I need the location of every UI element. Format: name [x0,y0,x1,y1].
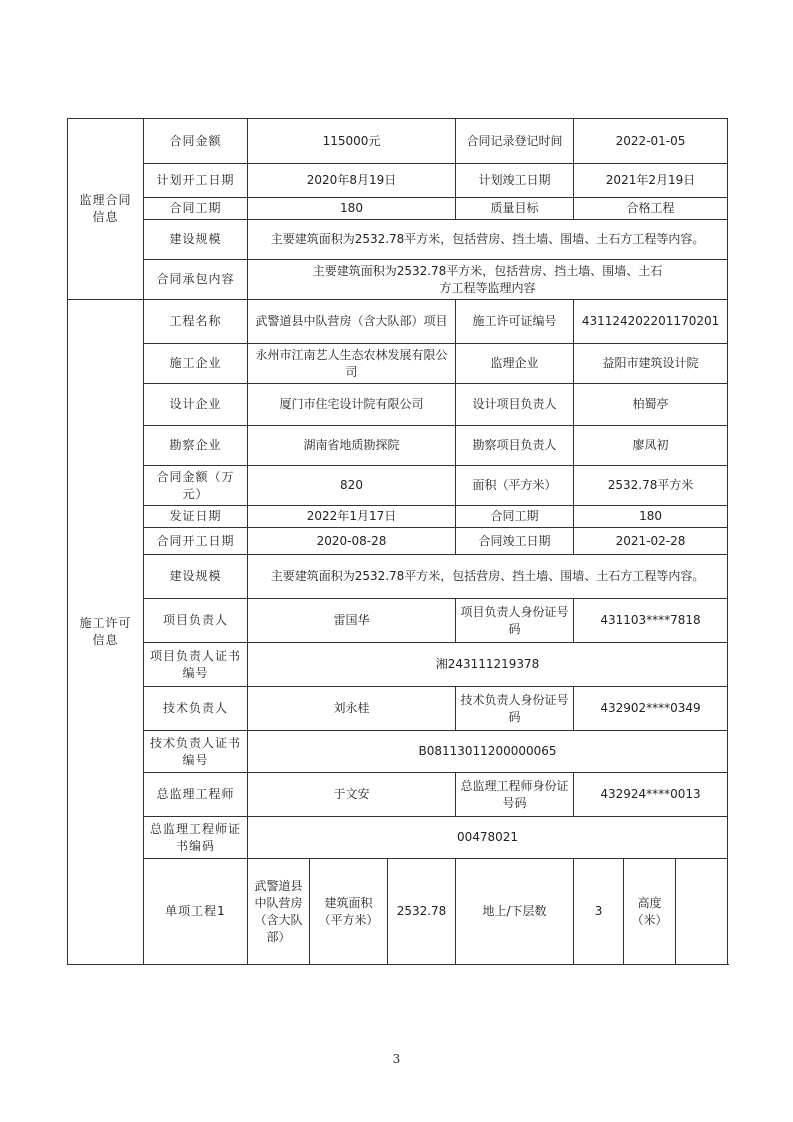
table-row [68,506,728,528]
row-value: 柏蜀亭 [574,384,728,426]
table-row-single-project [68,859,728,965]
row-label: 施工许可证编号 [456,300,574,344]
row-label: 监理企业 [456,344,574,384]
row-value: 2022年1月17日 [248,506,456,528]
row-value: 432924****0013 [574,773,728,817]
row-value: 湘243111219378 [248,643,728,687]
row-value: 合格工程 [574,198,728,220]
table-row [68,344,728,384]
row-label: 质量目标 [456,198,574,220]
row-value: 115000元 [248,119,456,164]
row-label: 总监理工程师 [144,773,248,817]
row-label: 合同金额（万元） [144,466,248,506]
table-row [68,220,728,260]
row-value: 廖凤初 [574,426,728,466]
row-value: 湖南省地质勘探院 [248,426,456,466]
section-label-supervision: 监理合同信息 [68,119,144,300]
row-value: 武警道县中队营房（含大队部）项目 [248,300,456,344]
table-row [68,466,728,506]
floors-value: 3 [574,859,624,965]
row-value: 主要建筑面积为2532.78平方米，包括营房、挡土墙、围墙、土石方工程等监理内容 [248,260,728,300]
row-value: 主要建筑面积为2532.78平方米，包括营房、挡土墙、围墙、土石方工程等内容。 [248,555,728,599]
table-row [68,198,728,220]
row-label: 建设规模 [144,555,248,599]
row-label: 合同承包内容 [144,260,248,300]
row-label: 发证日期 [144,506,248,528]
row-value: 432902****0349 [574,687,728,731]
row-label: 施工企业 [144,344,248,384]
row-label: 建设规模 [144,220,248,260]
row-value: 820 [248,466,456,506]
page-number: 3 [392,1052,401,1066]
table-row [68,164,728,198]
table-row [68,731,728,773]
height-value [676,859,728,965]
table-row [68,528,728,555]
row-value: 永州市江南艺人生态农林发展有限公司 [248,344,456,384]
row-label: 技术负责人身份证号码 [456,687,574,731]
row-label: 勘察企业 [144,426,248,466]
row-value: 431124202201170201 [574,300,728,344]
row-label: 项目负责人证书编号 [144,643,248,687]
area-label: 建筑面积（平方米） [310,859,388,965]
single-project-label: 单项工程1 [144,859,248,965]
row-value: 180 [574,506,728,528]
row-label: 合同工期 [456,506,574,528]
row-label: 项目负责人 [144,599,248,643]
row-label: 技术负责人证书编号 [144,731,248,773]
table-row [68,687,728,731]
project-info-table [67,118,728,965]
row-value: 2021-02-28 [574,528,728,555]
table-row [68,599,728,643]
table-row [68,260,728,300]
table-row [68,300,728,344]
area-value: 2532.78 [388,859,456,965]
row-label: 合同金额 [144,119,248,164]
table-row [68,555,728,599]
row-value: 益阳市建筑设计院 [574,344,728,384]
table-row [68,384,728,426]
table-row [68,643,728,687]
floors-label: 地上/下层数 [456,859,574,965]
table-row [68,817,728,859]
row-value: 2022-01-05 [574,119,728,164]
row-label: 总监理工程师身份证号码 [456,773,574,817]
row-value: 2020年8月19日 [248,164,456,198]
row-value: 2021年2月19日 [574,164,728,198]
row-label: 总监理工程师证书编码 [144,817,248,859]
table-row [68,426,728,466]
row-value: 2532.78平方米 [574,466,728,506]
row-value: 2020-08-28 [248,528,456,555]
row-value: 刘永桂 [248,687,456,731]
row-label: 勘察项目负责人 [456,426,574,466]
row-value: 431103****7818 [574,599,728,643]
row-value: 主要建筑面积为2532.78平方米，包括营房、挡土墙、围墙、土石方工程等内容。 [248,220,728,260]
table-row [68,119,728,164]
row-label: 工程名称 [144,300,248,344]
row-label: 合同竣工日期 [456,528,574,555]
row-label: 计划开工日期 [144,164,248,198]
row-value: 雷国华 [248,599,456,643]
row-value: 00478021 [248,817,728,859]
row-label: 合同开工日期 [144,528,248,555]
table-row [68,773,728,817]
row-label: 项目负责人身份证号码 [456,599,574,643]
section-label-permit: 施工许可信息 [68,300,144,965]
row-value: 厦门市住宅设计院有限公司 [248,384,456,426]
row-label: 计划竣工日期 [456,164,574,198]
row-label: 合同工期 [144,198,248,220]
single-project-name: 武警道县中队营房（含大队部） [248,859,310,965]
row-label: 合同记录登记时间 [456,119,574,164]
row-value: 180 [248,198,456,220]
row-value: 于文安 [248,773,456,817]
row-label: 设计项目负责人 [456,384,574,426]
row-label: 面积（平方米） [456,466,574,506]
row-value: B08113011200000065 [248,731,728,773]
height-label: 高度（米） [624,859,676,965]
row-label: 设计企业 [144,384,248,426]
row-label: 技术负责人 [144,687,248,731]
